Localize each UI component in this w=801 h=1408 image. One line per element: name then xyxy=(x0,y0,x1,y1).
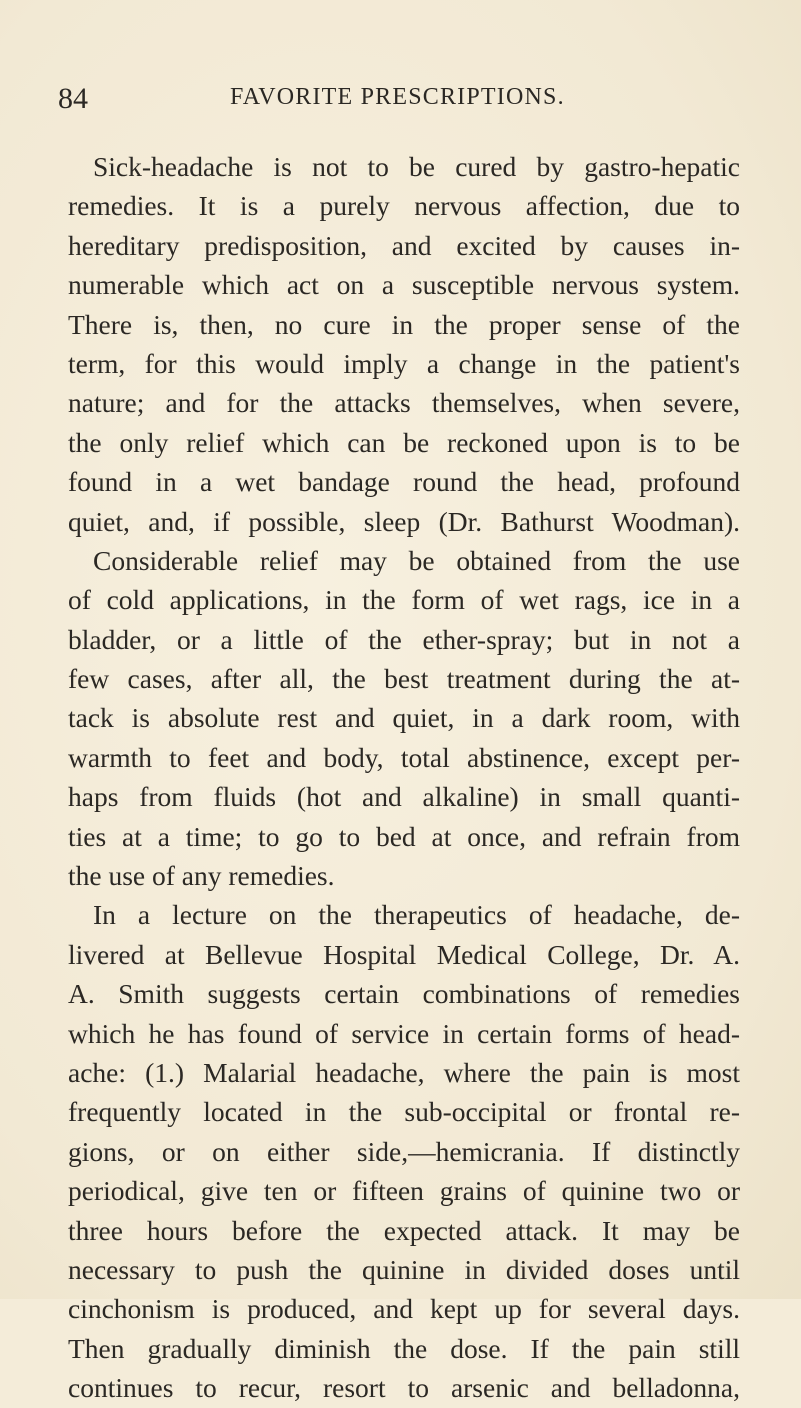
text-line: ache: (1.) Malarial headache, where the pain is most xyxy=(68,1056,740,1088)
text-line: found in a wet bandage round the head, profound xyxy=(68,466,740,498)
text-line: ties at a time; to go to bed at once, and refrain from xyxy=(68,820,740,852)
text-line: which he has found of service in certain forms of head- xyxy=(68,1017,740,1049)
text-line: necessary to push the quinine in divided doses until xyxy=(68,1253,740,1285)
text-line: Then gradually diminish the dose. If the pain still xyxy=(68,1332,740,1364)
text-line: tack is absolute rest and quiet, in a dark room, with xyxy=(68,702,740,734)
text-line: nature; and for the attacks themselves, when severe, xyxy=(68,387,740,419)
text-line: the use of any remedies. xyxy=(68,860,335,892)
text-line: the only relief which can be reckoned upon is to be xyxy=(68,426,740,458)
text-line: term, for this would imply a change in the patient's xyxy=(68,347,740,379)
text-line: There is, then, no cure in the proper sense of the xyxy=(68,308,740,340)
page-header-title: FAVORITE PRESCRIPTIONS. xyxy=(230,84,565,110)
page-number: 84 xyxy=(58,82,88,115)
text-line: bladder, or a little of the ether-spray; but in not a xyxy=(68,623,740,655)
text-line: haps from fluids (hot and alkaline) in small quanti- xyxy=(68,781,740,813)
text-line: periodical, give ten or fifteen grains of quinine two or xyxy=(68,1175,740,1207)
text-line: continues to recur, resort to arsenic and belladonna, xyxy=(68,1372,740,1404)
text-line: Considerable relief may be obtained from the use xyxy=(93,544,740,576)
text-line: warmth to feet and body, total abstinence, except per- xyxy=(68,741,740,773)
text-line: In a lecture on the therapeutics of headache, de- xyxy=(93,899,740,931)
text-line: three hours before the expected attack. It may be xyxy=(68,1214,740,1246)
text-line: numerable which act on a susceptible nervous system. xyxy=(68,269,740,301)
text-line: of cold applications, in the form of wet rags, ice in a xyxy=(68,584,740,616)
text-line: hereditary predisposition, and excited by causes in- xyxy=(68,229,740,261)
text-line: cinchonism is produced, and kept up for several days. xyxy=(68,1293,740,1325)
body-text xyxy=(68,147,740,1408)
text-line: livered at Bellevue Hospital Medical College, Dr. A. xyxy=(68,938,740,970)
text-line: gions, or on either side,—hemicrania. If distinctly xyxy=(68,1135,740,1167)
text-line: frequently located in the sub-occipital or frontal re- xyxy=(68,1096,740,1128)
running-head xyxy=(58,82,748,122)
text-line: A. Smith suggests certain combinations of remedies xyxy=(68,978,740,1010)
text-line: Sick-headache is not to be cured by gastro-hepatic xyxy=(93,151,740,182)
text-line: few cases, after all, the best treatment during the at- xyxy=(68,663,740,695)
text-line: quiet, and, if possible, sleep (Dr. Bathurst Woodman). xyxy=(68,505,740,537)
text-line: remedies. It is a purely nervous affection, due to xyxy=(68,190,740,222)
